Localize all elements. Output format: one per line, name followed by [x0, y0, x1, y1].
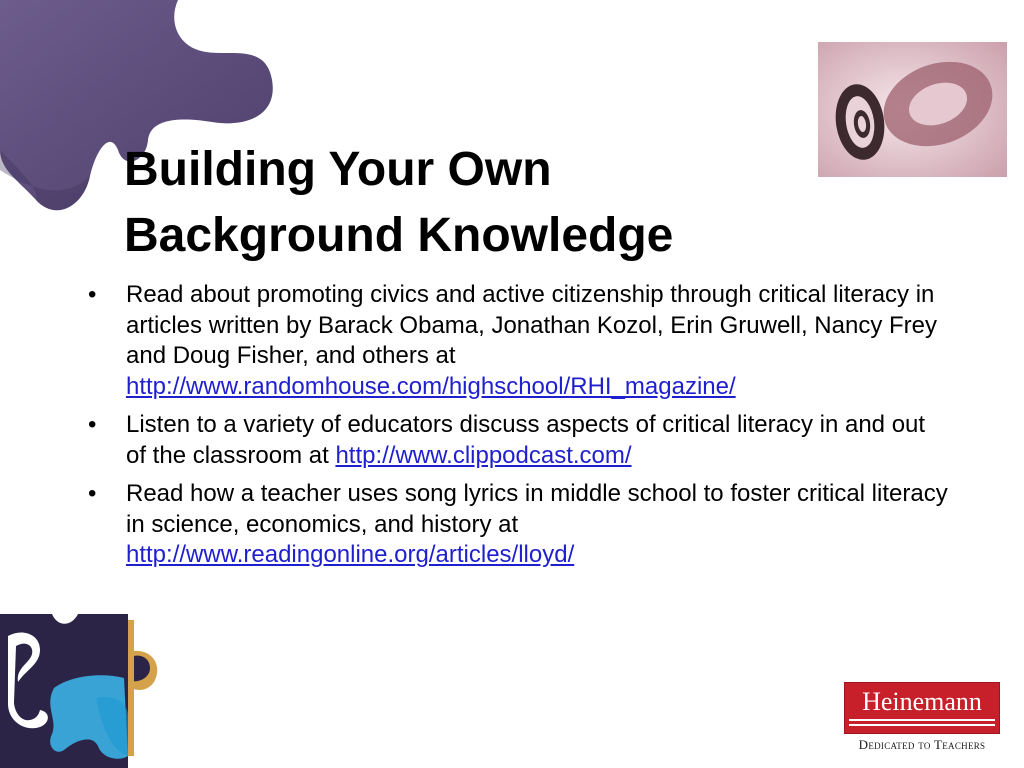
slide-title — [124, 137, 804, 269]
bullet-list — [88, 280, 948, 579]
slide-title-line-1: Building Your Own — [124, 143, 552, 196]
bullet-marker: • — [88, 411, 97, 438]
slide-title-line-2: Background Knowledge — [124, 209, 674, 262]
bullet-link[interactable]: http://www.randomhouse.com/highschool/RHI_magazine/ — [126, 372, 736, 400]
bullet-link[interactable]: http://www.clippodcast.com/ — [335, 441, 632, 469]
bullet-item — [88, 479, 948, 571]
puzzle-pieces-bottom-icon — [0, 606, 200, 768]
bullet-text: Listen to a variety of educators discuss aspects of critical literacy in and out of the classroom at — [126, 411, 926, 469]
bullet-text: Read about promoting civics and active citizenship through critical literacy in articles written by Barack Obama, Jonathan Kozol, Erin Gruwell, Nancy Frey and Doug Fisher, and others at — [126, 281, 937, 369]
at-sign-image — [818, 42, 1007, 177]
bullet-marker: • — [88, 281, 97, 308]
bullet-text: Read how a teacher uses song lyrics in middle school to foster critical literacy in science, economics, and history at — [126, 480, 948, 538]
logo-tagline: Dedicated to Teachers — [858, 737, 986, 752]
logo-stripe — [849, 724, 995, 726]
bullet-marker: • — [88, 480, 97, 507]
logo-stripe — [849, 719, 995, 721]
logo-name: Heinemann — [862, 687, 982, 716]
bullet-item — [88, 410, 948, 471]
publisher-logo — [844, 682, 1000, 754]
logo-red-box — [844, 682, 1000, 734]
at-sign-icon — [818, 42, 1007, 177]
bullet-link[interactable]: http://www.readingonline.org/articles/lloyd/ — [126, 541, 575, 568]
bullet-item — [88, 280, 948, 402]
